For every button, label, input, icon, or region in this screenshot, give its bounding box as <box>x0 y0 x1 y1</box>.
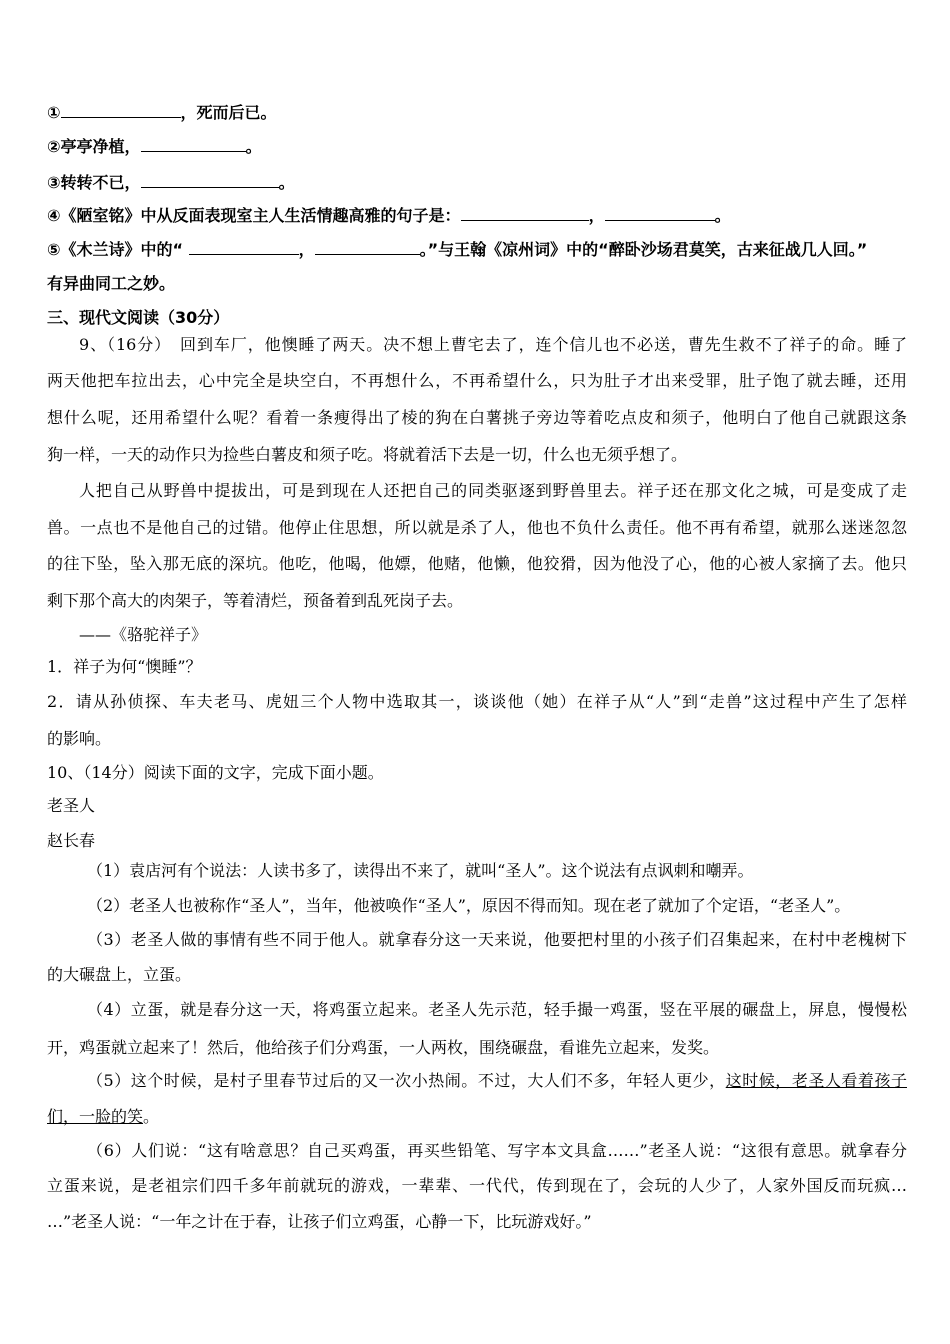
fill-blank-3 <box>47 173 295 193</box>
paragraph-line: （2）老圣人也被称作“圣人”，当年，他被唤作“圣人”，原因不得而知。现在老了就加了个定语，“老圣人”。 <box>87 896 851 915</box>
passage-line: 的往下坠，坠入那无底的深坑。他吃，他喝，他嫖，他赌，他懒，他狡猾，因为他没了心，他的心被人家摘了去。他只 <box>47 554 907 573</box>
passage-line: 两天他把车拉出去，心中完全是块空白，不再想什么，不再希望什么，只为肚子才出来受罪，肚子饱了就去睡，还用 <box>47 371 907 390</box>
line-text: ④《陋室铭》中从反面表现室主人生活情趣高雅的句子是： <box>47 206 461 225</box>
paragraph-line <box>87 1071 907 1091</box>
line-text: ⑤《木兰诗》中的“ <box>47 240 189 259</box>
answer-blank[interactable] <box>61 103 181 118</box>
line-text: 。”与王翰《凉州词》中的“醉卧沙场君莫笑，古来征战几人回。” <box>419 240 868 259</box>
item-number: ① <box>47 103 61 122</box>
paragraph-line: （1）袁店河有个说法：人读书多了，读得出不来了，就叫“圣人”。这个说法有点讽刺和嘲弄。 <box>87 861 754 880</box>
paragraph-line: 立蛋来说，是老祖宗们四千多年前就玩的游戏，一辈辈、一代代，传到现在了，会玩的人少了，人家外国反而玩疯… <box>47 1176 907 1195</box>
answer-blank[interactable] <box>315 240 420 255</box>
paragraph-line: （4）立蛋，就是春分这一天，将鸡蛋立起来。老圣人先示范，轻手撮一鸡蛋，竖在平展的碾盘上，屏息，慢慢松 <box>87 1000 907 1019</box>
paragraph-line: 开，鸡蛋就立起来了！然后，他给孩子们分鸡蛋，一人两枚，围绕碾盘，看谁先立起来，发奖。 <box>47 1038 720 1057</box>
paragraph-line: …”老圣人说：“一年之计在于春，让孩子们立鸡蛋，心静一下，比玩游戏好。” <box>47 1212 592 1231</box>
line-text: 。 <box>278 173 295 192</box>
fill-blank-4 <box>47 206 731 226</box>
question-line: 的影响。 <box>47 729 112 748</box>
line-text: ，死而后已。 <box>180 103 277 122</box>
answer-blank[interactable] <box>141 137 246 152</box>
paragraph-line: （3）老圣人做的事情有些不同于他人。就拿春分这一天来说，他要把村里的小孩子们召集起来，在村中老槐树下 <box>87 930 907 949</box>
line-text: ， <box>298 240 315 259</box>
line-text: （5）这个时候，是村子里春节过后的又一次小热闹。不过，大人们不多，年轻人更少， <box>87 1071 726 1090</box>
line-text: 。 <box>245 137 262 156</box>
paragraph-line: （6）人们说：“这有啥意思？自己买鸡蛋，再买些铅笔、写字本文具盒……”老圣人说：“这很有意思。就拿春分 <box>87 1141 907 1160</box>
fill-blank-5-cont: 有异曲同工之妙。 <box>47 274 176 293</box>
article-title: 老圣人 <box>47 796 96 815</box>
question-line: 2．请从孙侦探、车夫老马、虎妞三个人物中选取其一，谈谈他（她）在祥子从“人”到“走兽”这过程中产生了怎样 <box>47 692 907 711</box>
line-text: 。 <box>714 206 731 225</box>
line-text: 。 <box>143 1107 160 1126</box>
paragraph-line <box>47 1107 159 1127</box>
passage-line: 狗一样，一天的动作只为捡些白薯皮和须子吃。将就着活下去是一切，什么也无须乎想了。 <box>47 445 688 464</box>
paragraph-line: 的大碾盘上，立蛋。 <box>47 965 192 984</box>
underlined-text: 们，一脸的笑 <box>47 1107 144 1126</box>
line-text: ③转转不已， <box>47 173 141 192</box>
line-text: ②亭亭净植， <box>47 137 141 156</box>
answer-blank[interactable] <box>605 206 715 221</box>
line-text: ， <box>588 206 605 225</box>
passage-line: 想什么呢，还用希望什么呢？看着一条瘦得出了棱的狗在白薯挑子旁边等着吃点皮和须子，他明白了他自己就跟这条 <box>47 408 907 427</box>
fill-blank-2 <box>47 137 262 157</box>
answer-blank[interactable] <box>141 173 279 188</box>
passage-line: 9、（16分） 回到车厂，他懊睡了两天。决不想上曹宅去了，连个信儿也不必送，曹先生救不了祥子的命。睡了 <box>79 335 907 354</box>
question-line: 1．祥子为何“懊睡”？ <box>47 657 202 676</box>
passage-line: 兽。一点也不是他自己的过错。他停止住思想，所以就是杀了人，他也不负什么责任。他不再有希望，就那么迷迷忽忽 <box>47 518 907 537</box>
passage-line: 剩下那个高大的肉架子，等着清烂，预备着到乱死岗子去。 <box>47 591 464 610</box>
passage-source: ——《骆驼祥子》 <box>79 625 208 644</box>
question-intro: 10、（14分）阅读下面的文字，完成下面小题。 <box>47 763 384 782</box>
underlined-text: 这时候，老圣人看着孩子 <box>725 1071 907 1090</box>
answer-blank[interactable] <box>461 206 589 221</box>
passage-line: 人把自己从野兽中提拔出，可是到现在人还把自己的同类驱逐到野兽里去。祥子还在那文化之城，可是变成了走 <box>79 481 907 500</box>
section-heading: 三、现代文阅读（30分） <box>47 308 230 327</box>
answer-blank[interactable] <box>189 240 299 255</box>
fill-blank-1 <box>47 103 277 123</box>
article-author: 赵长春 <box>47 831 96 850</box>
fill-blank-5 <box>47 240 867 260</box>
